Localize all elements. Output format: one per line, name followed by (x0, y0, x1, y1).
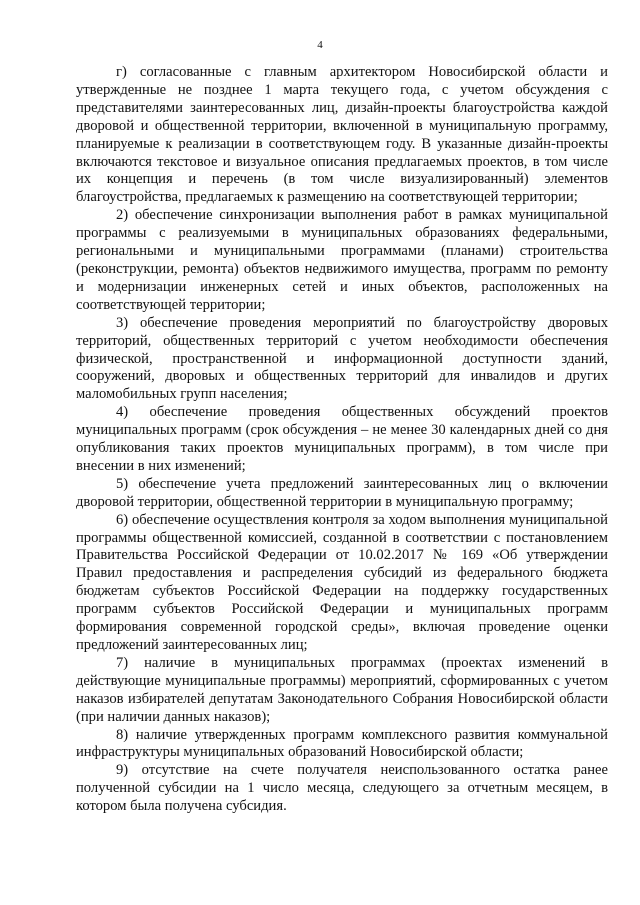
paragraph-item-2: 2) обеспечение синхронизации выполнения работ в рамках муниципальной программы с реализуемыми в муниципальных образованиях федеральными, региональными и муниципальными программами (планами) строительства (реконструкции, ремонта) объектов недвижимого имущества, программ по ремонту и модернизации инженерных сетей и иных объектов, расположенных на соответствующей территории; (76, 207, 608, 313)
paragraph-item-3: 3) обеспечение проведения мероприятий по благоустройству дворовых территорий, общественных территорий с учетом необходимости обеспечения физической, пространственной и информационной доступности зданий, сооружений, дворовых и общественных территорий для инвалидов и других маломобильных групп населения; (76, 314, 608, 403)
paragraph-item-5: 5) обеспечение учета предложений заинтересованных лиц о включении дворовой территории, общественной территории в муниципальную программу; (76, 475, 608, 510)
document-body (76, 64, 608, 816)
paragraph-item-7: 7) наличие в муниципальных программах (проектах изменений в действующие муниципальные программы) мероприятий, сформированных с учетом наказов избирателей депутатам Законодательного Собрания Новосибирской области (при наличии данных наказов); (76, 654, 608, 725)
paragraph-item-6: 6) обеспечение осуществления контроля за ходом выполнения муниципальной программы общественной комиссией, созданной в соответствии с постановлением Правительства Российской Федерации от 10.02.2017 № 169 «Об утверждении Правил предоставления и распределения субсидий из федерального бюджета бюджетам субъектов Российской Федерации на поддержку государственных программ субъектов Российской Федерации и муниципальных программ формирования современной городской среды», включая проведение оценки предложений заинтересованных лиц; (76, 511, 608, 653)
paragraph-item-8: 8) наличие утвержденных программ комплексного развития коммунальной инфраструктуры муниципальных образований Новосибирской области; (76, 726, 608, 761)
paragraph-item-4: 4) обеспечение проведения общественных обсуждений проектов муниципальных программ (срок обсуждения – не менее 30 календарных дней со дня опубликования таких проектов муниципальных программ), в том числе при внесении в них изменений; (76, 404, 608, 474)
paragraph-item-g: г) согласованные с главным архитектором Новосибирской области и утвержденные не позднее 1 марта текущего года, с учетом обсуждения с представителями заинтересованных лиц, дизайн-проекты благоустройства каждой дворовой и общественной территории, включенной в муниципальную программу, планируемые к реализации в соответствующем году. В указанные дизайн-проекты включаются текстовое и визуальное описания предлагаемых проектов, в том числе их концепция и перечень (в том числе визуализированный) элементов благоустройства, предлагаемых к размещению на соответствующей территории; (76, 64, 608, 206)
paragraph-item-9: 9) отсутствие на счете получателя неиспользованного остатка ранее полученной субсидии на 1 число месяца, следующего за отчетным месяцем, в котором была получена субсидия. (76, 762, 608, 815)
page-number: 4 (317, 39, 323, 51)
